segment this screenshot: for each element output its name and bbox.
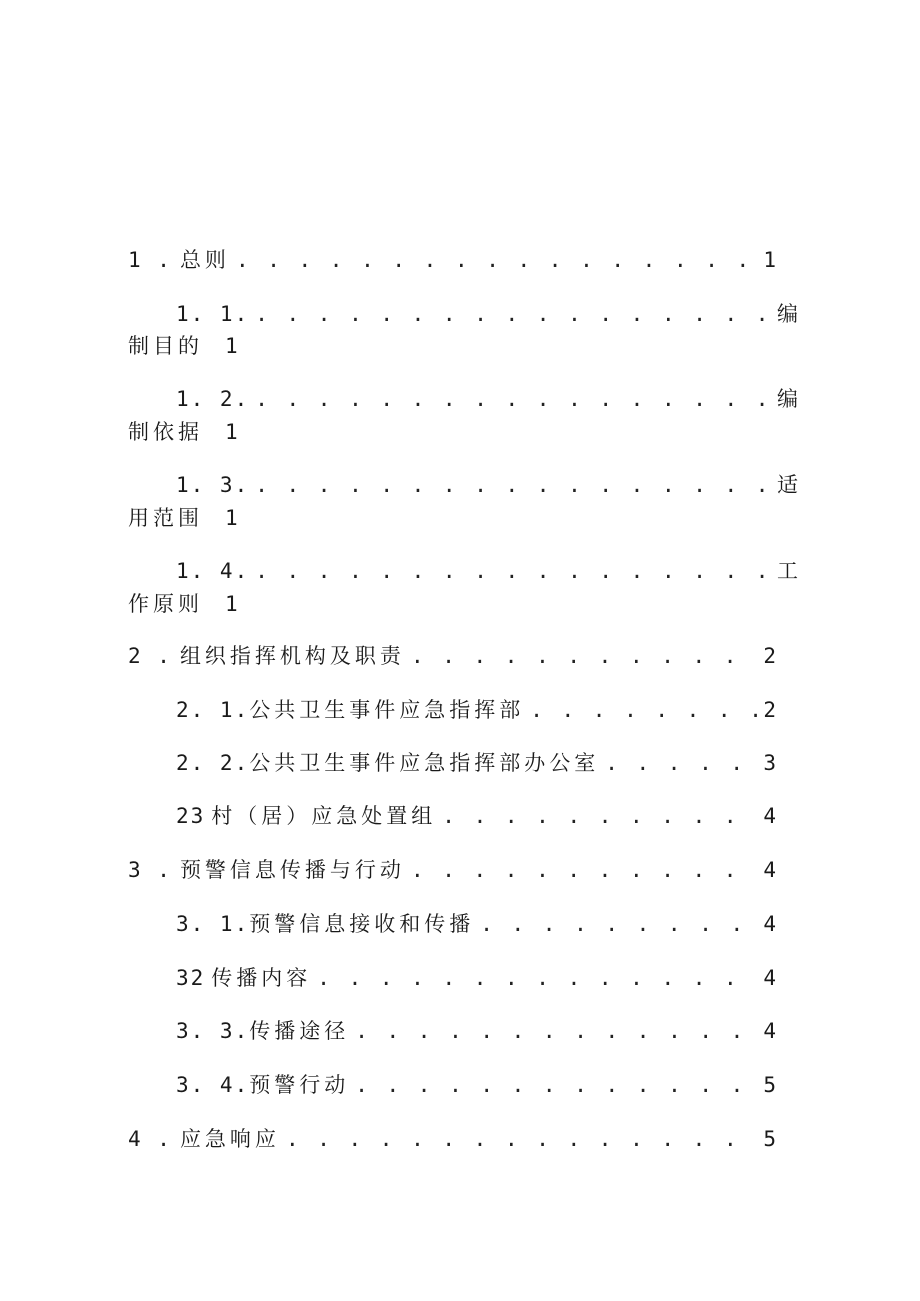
toc-entry-number: 2. 1. xyxy=(176,698,250,722)
toc-entry-page: 4 xyxy=(763,1019,776,1043)
toc-entry-number: 32 xyxy=(176,966,206,990)
toc-leader-dots xyxy=(317,964,759,992)
toc-leader-dots xyxy=(355,1071,759,1099)
toc-leader-dots xyxy=(480,910,759,938)
toc-entry-page: 1 xyxy=(225,420,238,444)
toc-entry-title: 预警信息传播与行动 xyxy=(179,858,405,882)
toc-entry-title: 组织指挥机构及职责 xyxy=(179,644,405,668)
toc-entry-number: 1 . xyxy=(128,248,172,272)
toc-entry-1-1-continuation[interactable] xyxy=(128,332,238,360)
toc-entry-title: 公共卫生事件应急指挥部 xyxy=(249,698,525,722)
toc-leader-dots xyxy=(286,1125,759,1153)
toc-leader-dots xyxy=(255,300,773,328)
toc-leader-dots xyxy=(255,385,773,413)
toc-entry-1-2-continuation[interactable] xyxy=(128,418,238,446)
toc-entry-3-2[interactable] xyxy=(176,964,776,992)
toc-entry-page: 4 xyxy=(763,858,776,882)
toc-leader-dots xyxy=(442,802,759,830)
toc-entry-number: 4 . xyxy=(128,1127,172,1151)
toc-entry-4[interactable] xyxy=(128,1125,776,1153)
toc-entry-number: 23 xyxy=(176,804,206,828)
toc-entry-number: 3. 3. xyxy=(176,1019,250,1043)
toc-entry-title-start: 编 xyxy=(777,302,798,326)
toc-entry-title: 传播途径 xyxy=(249,1019,350,1043)
toc-entry-page: 1 xyxy=(763,248,776,272)
toc-entry-1-1[interactable] xyxy=(176,300,798,328)
toc-entry-page: 4 xyxy=(763,966,776,990)
toc-leader-dots xyxy=(605,749,759,777)
toc-entry-3-1[interactable] xyxy=(176,910,776,938)
toc-entry-title: 预警信息接收和传播 xyxy=(249,912,475,936)
toc-entry-number: 3. 4. xyxy=(176,1073,250,1097)
toc-entry-number: 2 . xyxy=(128,644,172,668)
toc-entry-1-4[interactable] xyxy=(176,557,798,585)
toc-entry-number: 3 . xyxy=(128,858,172,882)
toc-entry-2-3[interactable] xyxy=(176,802,776,830)
toc-entry-title: 预警行动 xyxy=(249,1073,350,1097)
toc-entry-number: 1. 2. xyxy=(176,387,250,411)
toc-entry-page: 1 xyxy=(225,506,238,530)
toc-entry-page: 2 xyxy=(763,644,776,668)
toc-entry-number: 2. 2. xyxy=(176,751,250,775)
toc-entry-number: 1. 4. xyxy=(176,559,250,583)
toc-entry-title: 应急响应 xyxy=(179,1127,280,1151)
toc-entry-title-start: 适 xyxy=(777,473,798,497)
toc-entry-page: 2 xyxy=(763,698,776,722)
toc-entry-number: 1. 3. xyxy=(176,473,250,497)
toc-entry-number: 3. 1. xyxy=(176,912,250,936)
toc-entry-page: 5 xyxy=(763,1073,776,1097)
toc-leader-dots xyxy=(236,246,759,274)
toc-entry-number: 1. 1. xyxy=(176,302,250,326)
toc-entry-2-1[interactable] xyxy=(176,696,776,724)
toc-entry-title-rest: 制目的 xyxy=(128,334,203,358)
toc-leader-dots xyxy=(355,1017,759,1045)
toc-entry-1-3-continuation[interactable] xyxy=(128,504,238,532)
toc-entry-title-start: 编 xyxy=(777,387,798,411)
toc-entry-title-start: 工 xyxy=(777,559,798,583)
toc-entry-1-3[interactable] xyxy=(176,471,798,499)
toc-entry-title: 传播内容 xyxy=(211,966,312,990)
toc-entry-page: 4 xyxy=(763,804,776,828)
toc-entry-2[interactable] xyxy=(128,642,776,670)
toc-entry-title-rest: 制依据 xyxy=(128,420,203,444)
toc-leader-dots xyxy=(411,642,759,670)
toc-leader-dots xyxy=(530,696,759,724)
toc-entry-3-4[interactable] xyxy=(176,1071,776,1099)
toc-entry-1[interactable] xyxy=(128,246,776,274)
toc-entry-title: 总则 xyxy=(179,248,230,272)
toc-entry-title: 公共卫生事件应急指挥部办公室 xyxy=(249,751,600,775)
toc-entry-2-2[interactable] xyxy=(176,749,776,777)
toc-leader-dots xyxy=(255,557,773,585)
toc-entry-title: 村（居）应急处置组 xyxy=(211,804,437,828)
toc-entry-1-4-continuation[interactable] xyxy=(128,590,238,618)
toc-entry-page: 1 xyxy=(225,592,238,616)
toc-entry-title-rest: 作原则 xyxy=(128,592,203,616)
toc-entry-page: 3 xyxy=(763,751,776,775)
toc-entry-title-rest: 用范围 xyxy=(128,506,203,530)
toc-entry-page: 1 xyxy=(225,334,238,358)
toc-entry-1-2[interactable] xyxy=(176,385,798,413)
toc-entry-page: 4 xyxy=(763,912,776,936)
toc-entry-3[interactable] xyxy=(128,856,776,884)
toc-leader-dots xyxy=(411,856,759,884)
toc-leader-dots xyxy=(255,471,773,499)
toc-entry-page: 5 xyxy=(763,1127,776,1151)
toc-entry-3-3[interactable] xyxy=(176,1017,776,1045)
